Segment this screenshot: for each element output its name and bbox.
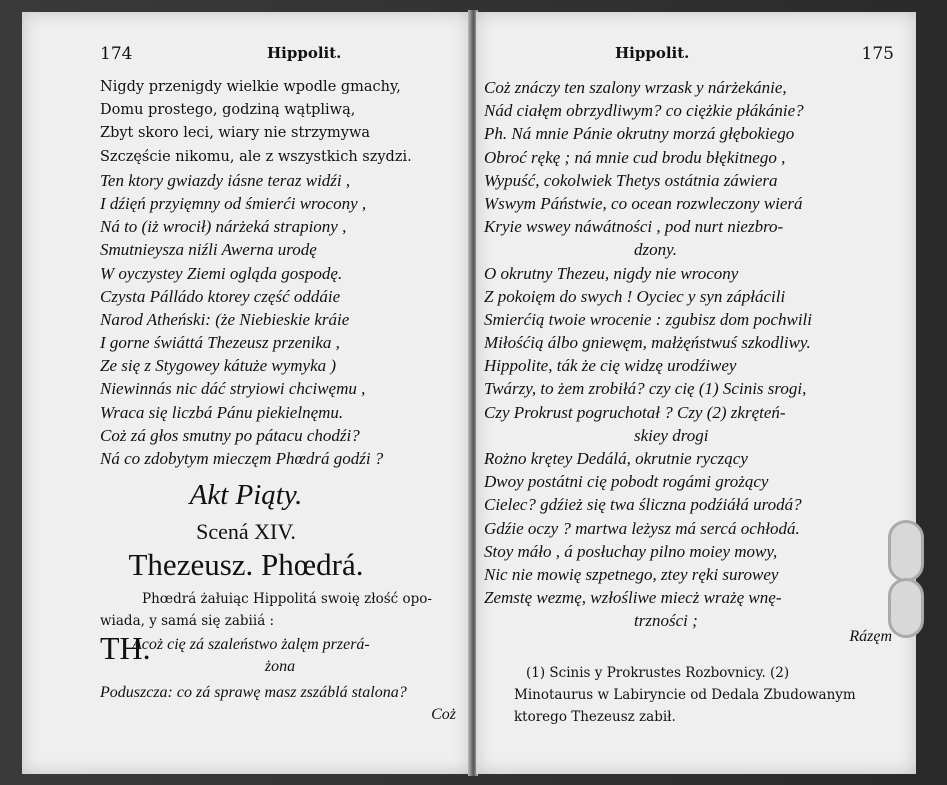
text-line: O okrutny Thezeu, nigdy nie wrocony: [484, 263, 739, 283]
text-line: Wraca się liczbá Pánu piekielnęmu.: [100, 402, 344, 422]
page-clip: [888, 578, 924, 638]
text-line: Nád ciałęm obrzydliwym? co ciężkie płákánie?: [484, 101, 804, 121]
verse-block: [484, 76, 916, 633]
catchword: Rázęm: [849, 628, 892, 645]
characters-title: Thezeusz. Phœdrá.: [128, 547, 364, 582]
text-line: Obroć rękę ; ná mnie cud brodu błękitnego ,: [484, 147, 786, 167]
text-line: Nigdy przenigdy wielkie wpodle gmachy,: [100, 79, 401, 95]
text-line: Czysta Pálládo ktorey część oddáie: [100, 286, 341, 306]
text-line: I dźięń przyięmny od śmierći wrocony ,: [100, 193, 367, 213]
text-line: trzności ;: [634, 611, 698, 631]
right-page-header: [476, 44, 916, 68]
text-line: Gdźie oczy ? martwa leżysz má sercá ochłodá.: [484, 518, 800, 538]
text-line: Coż znáczy ten szalony wrzask y nárżekánie,: [484, 78, 787, 97]
drop-cap: TH.: [100, 630, 151, 666]
text-line: Ná co zdobytym mieczęm Phœdrá godźi ?: [100, 449, 384, 468]
text-line: Cielec? gdźież się twa śliczna podźiáłá urodá?: [484, 495, 802, 515]
text-line: Zemstę wezmę, wzłośliwe miecż wrażę wnę-: [484, 588, 782, 608]
text-line: Nic nie mowię szpetnego, ztey ręki surowey: [484, 564, 779, 584]
running-head: Hippolit.: [615, 44, 690, 62]
running-head: Hippolit.: [267, 44, 342, 62]
text-line: Kryie wswey náwátności , pod nurt niezbro-: [484, 217, 784, 237]
footnote: [514, 662, 898, 728]
text-line: Niewinnás nic dáć stryiowi chciwęmu ,: [100, 379, 366, 399]
speech-line: Poduszcza: co zá sprawę masz zszáblá stalona?: [100, 684, 407, 701]
text-line: Wypuść, cokolwiek Thetys ostátnia záwiera: [484, 170, 778, 190]
text-line: Dwoy postátni cię pobodt rogámi grożący: [484, 472, 769, 492]
text-line: Smierćią twoie wrocenie : zgubisz dom pochwili: [484, 309, 813, 329]
catchword: Coż: [431, 706, 456, 723]
text-line: skiey drogi: [634, 425, 709, 445]
right-page: [476, 12, 916, 774]
act-title: Akt Piąty.: [189, 479, 303, 511]
text-line: Miłośćią álbo gniewęm, małżęństwuś szkodliwy.: [484, 333, 811, 353]
speech-line: żona: [264, 658, 296, 675]
speech-line: Acoż cię zá szaleństwo żalęm przerá-: [132, 636, 370, 653]
scene-title: Scená XIV.: [196, 519, 296, 544]
text-line: Szczęście nikomu, ale z wszystkich szydzi.: [100, 148, 412, 165]
page-clip: [888, 520, 924, 582]
text-line: Czy Prokrust pogruchotał ? Czy (2) zkręteń-: [484, 402, 786, 422]
left-page: [22, 12, 470, 774]
text-line: Wswym Páństwie, co ocean rozwleczony wierá: [484, 193, 803, 213]
text-line: Hippolite, ták że cię widzę urodźiwey: [484, 356, 737, 376]
text-line: Rożno krętey Dedálá, okrutnie ryczący: [484, 449, 748, 468]
text-line: Narod Atheński: (że Niebieskie kráie: [100, 309, 350, 329]
footnote-line: Minotaurus w Labiryncie od Dedala Zbudowanym ktorego Thezeusz zabił.: [514, 687, 856, 725]
text-line: Ten ktory gwiazdy iásne teraz widźi ,: [100, 170, 351, 190]
text-line: Zbyt skoro leci, wiary nie strzymywa: [100, 125, 371, 142]
text-line: Z pokoięm do swych ! Oyciec y syn zápłácili: [484, 286, 786, 306]
text-line: Coż zá głos smutny po pátacu chodźi?: [100, 425, 360, 445]
text-line: W oyczystey Ziemi ogląda gospodę.: [100, 263, 343, 283]
stage-direction: [100, 588, 456, 632]
text-line: Ze się z Stygowey kátuże wymyka ): [100, 356, 337, 376]
text-line: Ph. Ná mnie Pánie okrutny morzá głębokiego: [484, 124, 795, 144]
text-line: Ná to (iż wrocił) nárżeká strapiony ,: [100, 217, 347, 237]
footnote-line: (1) Scinis y Prokrustes Rozbovnicy. (2): [526, 665, 790, 681]
text-line: Stoy máło , á posłuchay pilno moiey mowy,: [484, 541, 778, 561]
stage-direction-line: Phœdrá żałuiąc Hippolitá swoię złość opo-: [142, 591, 432, 607]
left-page-header: [22, 44, 470, 68]
text-line: Domu prostego, godziną wątpliwą,: [100, 102, 356, 119]
text-line: Twárzy, to żem zrobiłá? czy cię (1) Scinis srogi,: [484, 379, 807, 399]
text-line: dzony.: [634, 240, 677, 260]
text-line: Smutnieysza niźli Awerna urodę: [100, 240, 317, 260]
page-number: 174: [100, 44, 133, 64]
page-number: 175: [861, 44, 894, 64]
text-line: I gorne świáttá Thezeusz przenika ,: [100, 333, 340, 353]
stage-direction-line: wiada, y samá się zabiiá :: [100, 613, 275, 629]
verse-block: [100, 76, 470, 470]
